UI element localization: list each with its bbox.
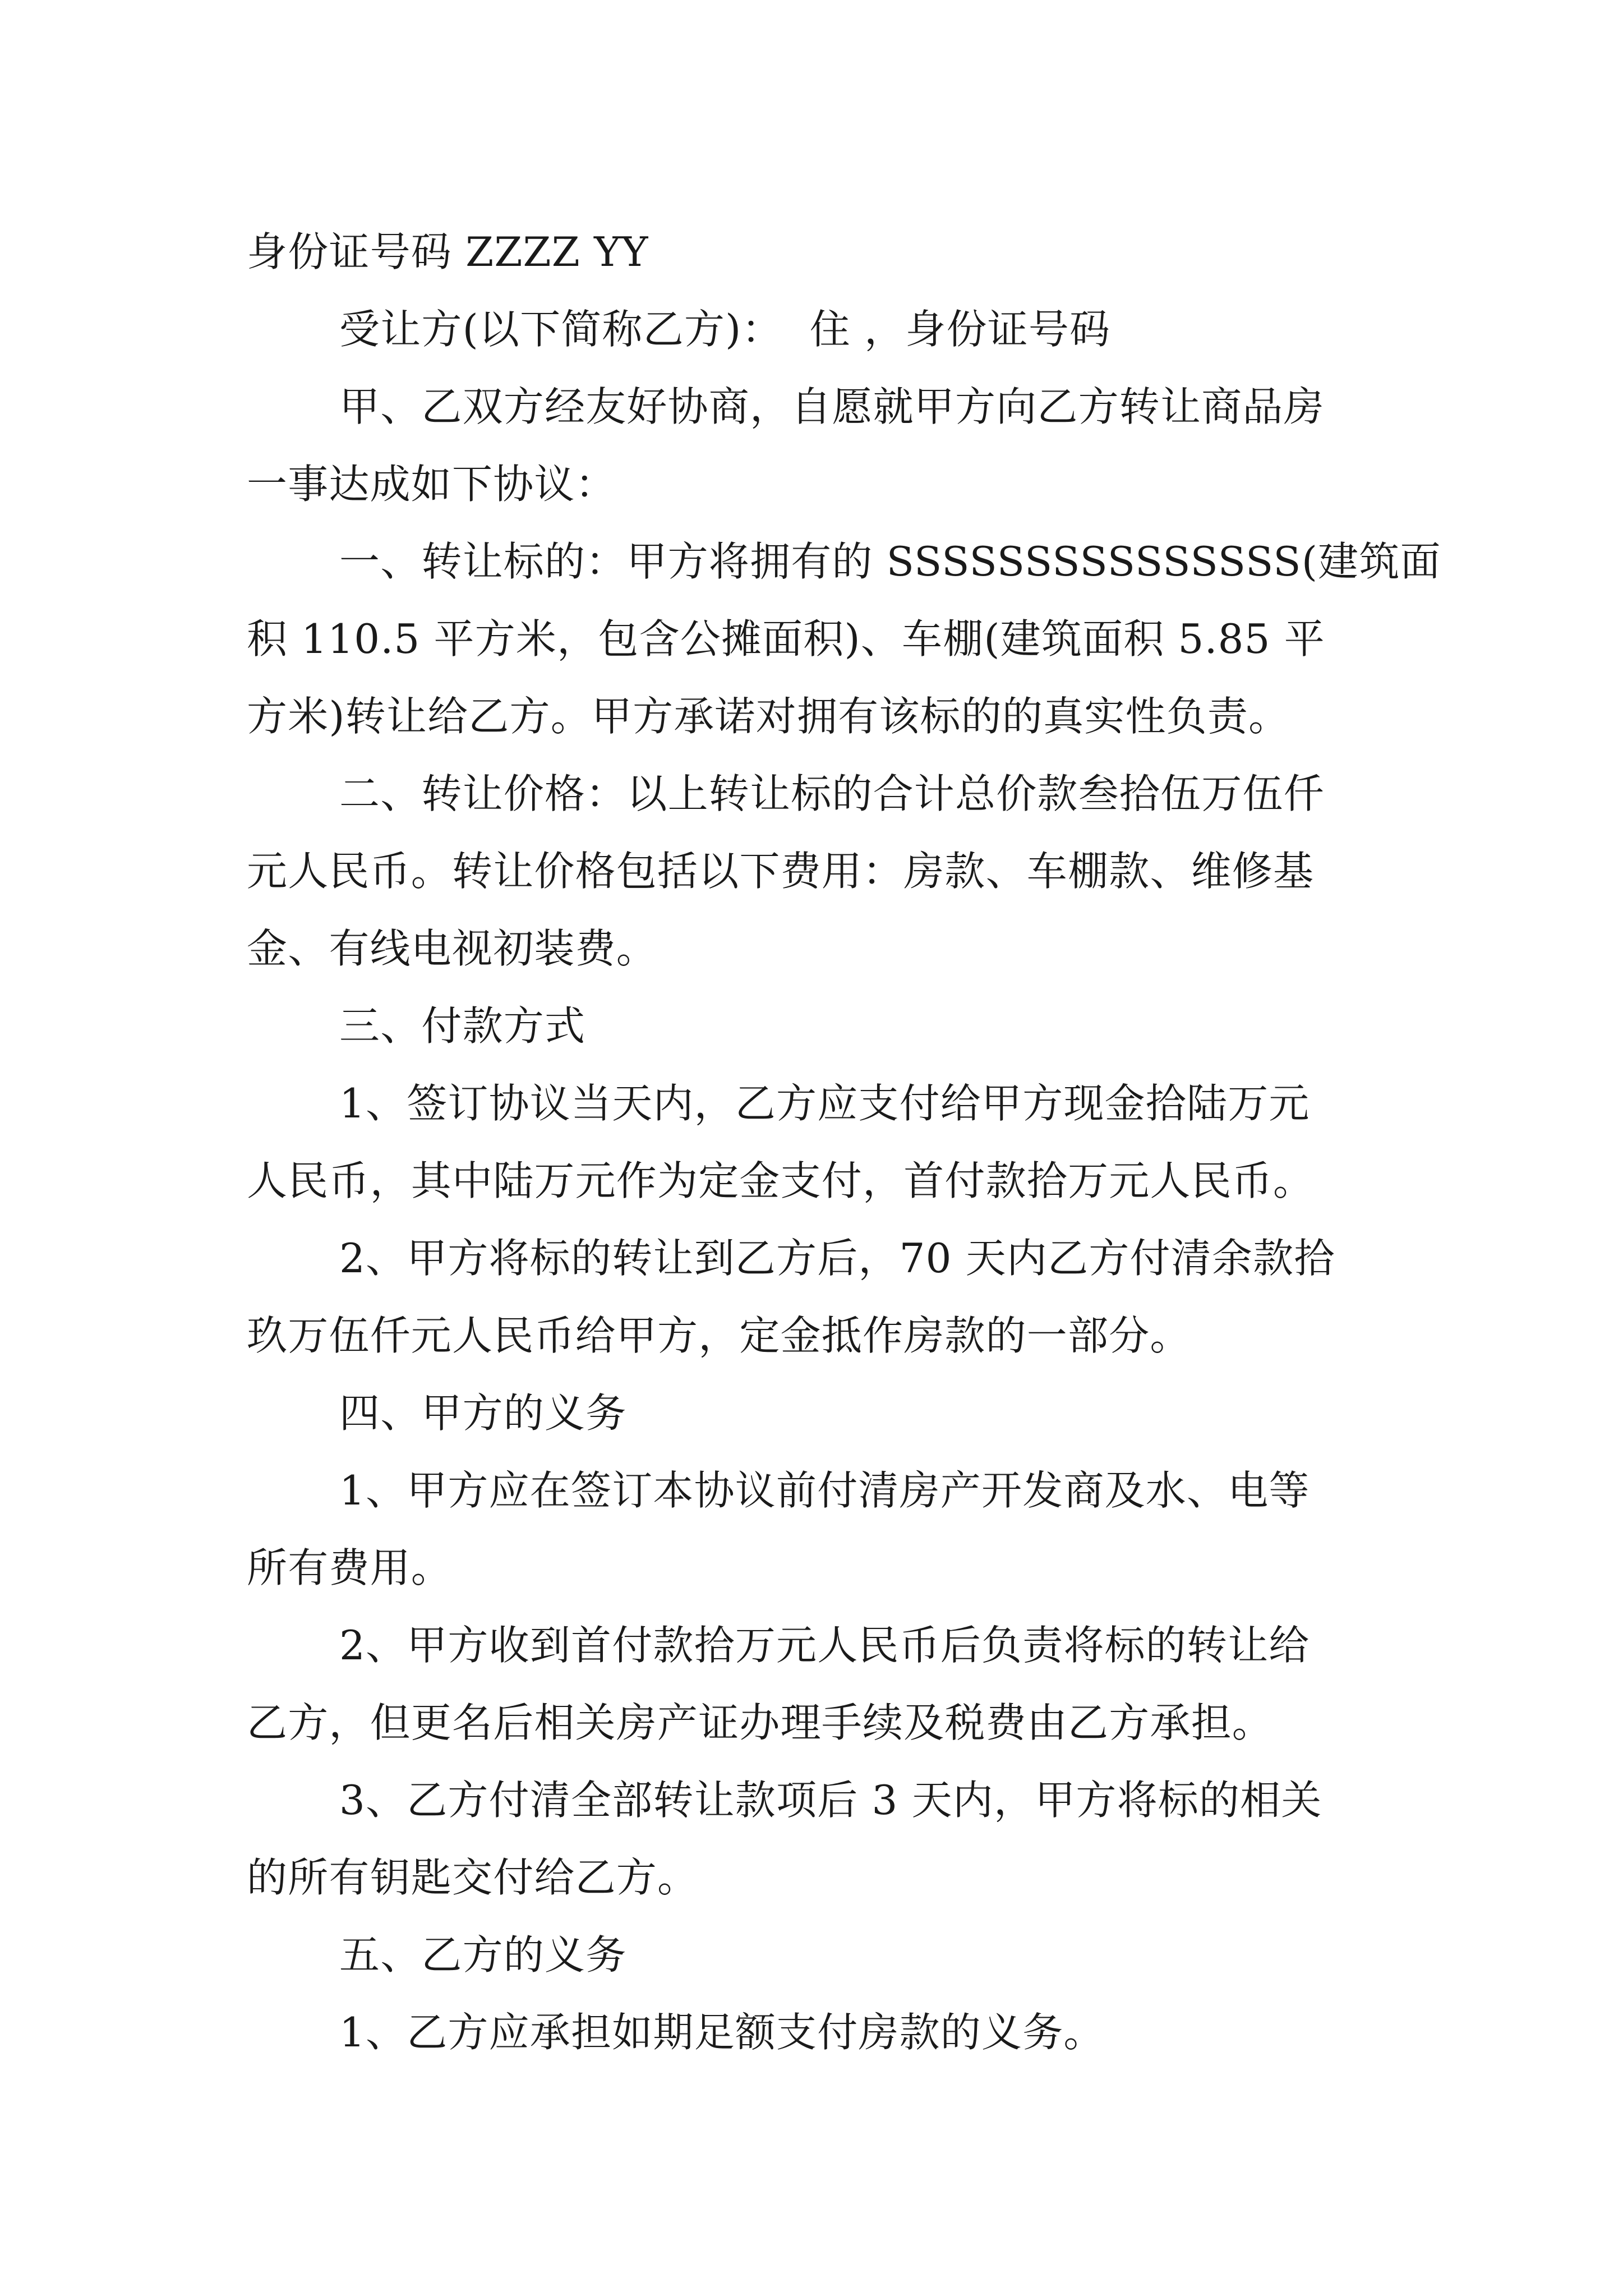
text-line: 2、甲方收到首付款拾万元人民币后负责将标的转让给 xyxy=(339,1622,1310,1669)
text-line: 1、甲方应在签订本协议前付清房产开发商及水、电等 xyxy=(339,1467,1310,1514)
text-line: 受让方(以下简称乙方)： 住 ，身份证号码 xyxy=(339,306,1111,353)
section-heading: 四、甲方的义务 xyxy=(339,1389,627,1437)
text-line: 积 110.5 平方米，包含公摊面积)、车棚(建筑面积 5.85 平 xyxy=(247,615,1325,662)
text-line: 金、有线电视初装费。 xyxy=(247,925,658,972)
text-line: 3、乙方付清全部转让款项后 3 天内，甲方将标的相关 xyxy=(339,1777,1322,1824)
text-line: 元人民币。转让价格包括以下费用：房款、车棚款、维修基 xyxy=(247,848,1315,895)
text-line: 所有费用。 xyxy=(247,1544,453,1591)
text-line: 乙方，但更名后相关房产证办理手续及税费由乙方承担。 xyxy=(247,1699,1274,1746)
document-body xyxy=(247,213,1441,2071)
section-heading: 五、乙方的义务 xyxy=(339,1931,627,1978)
text-line: 一、转让标的：甲方将拥有的 SSSSSSSSSSSSSSS(建筑面 xyxy=(339,538,1441,585)
text-line: 一事达成如下协议： xyxy=(247,461,616,508)
text-line: 二、转让价格：以上转让标的合计总价款叁拾伍万伍仟 xyxy=(339,770,1325,817)
text-line: 1、签订协议当天内，乙方应支付给甲方现金拾陆万元 xyxy=(339,1080,1310,1127)
text-line: 人民币，其中陆万元作为定金支付，首付款拾万元人民币。 xyxy=(247,1157,1315,1204)
text-line: 方米)转让给乙方。甲方承诺对拥有该标的的真实性负责。 xyxy=(247,693,1290,740)
text-line: 甲、乙双方经友好协商，自愿就甲方向乙方转让商品房 xyxy=(339,383,1325,430)
text-line: 身份证号码 ZZZZ YY xyxy=(247,228,649,275)
text-line: 的所有钥匙交付给乙方。 xyxy=(247,1854,699,1901)
text-line: 2、甲方将标的转让到乙方后，70 天内乙方付清余款拾 xyxy=(339,1235,1335,1282)
text-line: 玖万伍仟元人民币给甲方，定金抵作房款的一部分。 xyxy=(247,1312,1191,1359)
text-line: 1、乙方应承担如期足额支付房款的义务。 xyxy=(339,2009,1105,2056)
section-heading: 三、付款方式 xyxy=(339,1002,586,1050)
